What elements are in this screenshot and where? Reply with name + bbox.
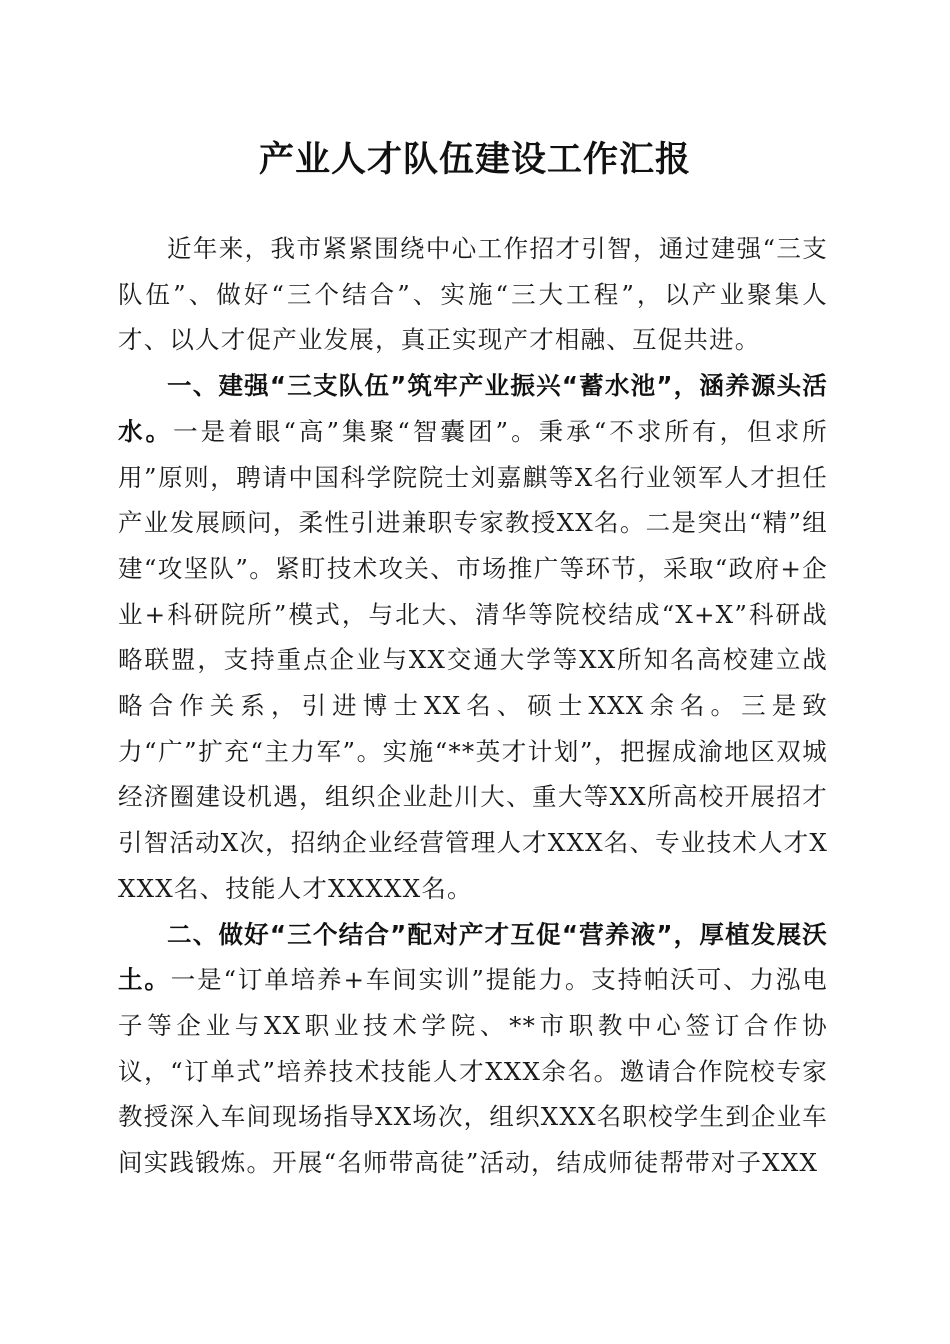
- section-1-heading: 一、建强“三支队伍”筑牢产业振兴“蓄水池”，涵养源头活水。: [118, 371, 828, 446]
- section-2-body: 一是“订单培养+车间实训”提能力。支持帕沃可、力泓电子等企业与XX职业技术学院、**市职教中心签订合作协议，“订单式”培养技术技能人才XXX余名。邀请合作院校专家教授深入车间现场指导XX场次，组织XXX名职校学生到企业车间实践锻炼。开展“名师带高徒”活动，结成师徒帮带对子XXX: [118, 965, 829, 1178]
- section-1-paragraph: [118, 363, 828, 911]
- document-title: 产业人才队伍建设工作汇报: [258, 139, 691, 180]
- section-1-body: 一是着眼“高”集聚“智囊团”。秉承“不求所有，但求所用”原则，聘请中国科学院院士刘嘉麒等X名行业领军人才担任产业发展顾问，柔性引进兼职专家教授XX名。二是突出“精”组建“攻坚队”。紧盯技术攻关、市场推广等环节，采取“政府+企业+科研院所”模式，与北大、清华等院校结成“X+X”科研战略联盟，支持重点企业与XX交通大学等XX所知名高校建立战略合作关系，引进博士XX名、硕士XXX余名。三是致力“广”扩充“主力军”。实施“**英才计划”，把握成渝地区双城经济圈建设机遇，组织企业赴川大、重大等XX所高校开展招才引智活动X次，招纳企业经营管理人才XXX名、专业技术人才XXXX名、技能人才XXXXX名。: [118, 416, 829, 903]
- section-2-paragraph: [118, 912, 828, 1186]
- intro-paragraph: 近年来，我市紧紧围绕中心工作招才引智，通过建强“三支队伍”、做好“三个结合”、实施“三大工程”，以产业聚集人才、以人才促产业发展，真正实现产才相融、互促共进。: [118, 234, 828, 355]
- section-2-heading: 二、做好“三个结合”配对产才互促“营养液”，厚植发展沃土。: [118, 919, 828, 995]
- document-body: [118, 226, 828, 1186]
